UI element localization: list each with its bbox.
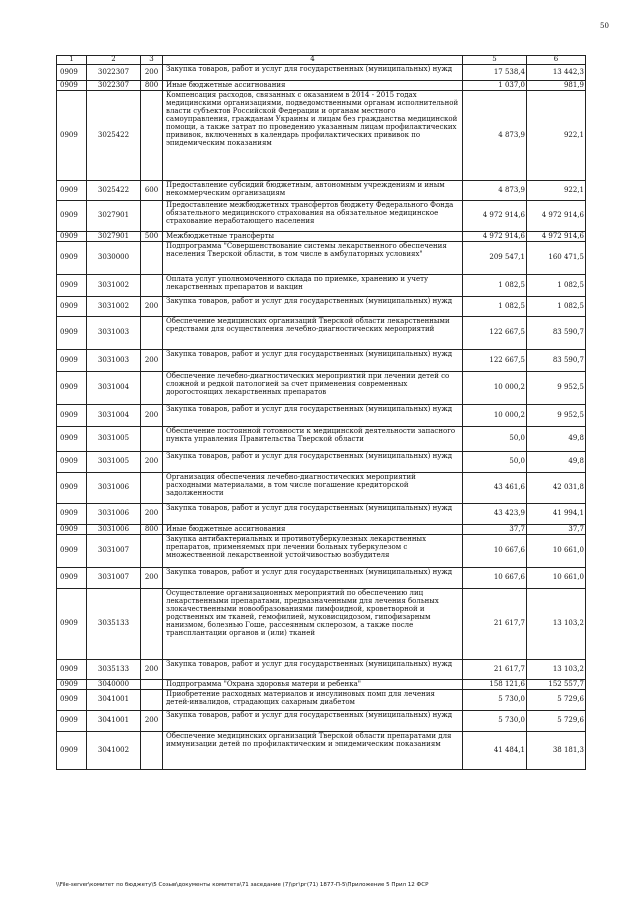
expense-type-cell (141, 91, 163, 181)
target-code-cell: 3031007 (87, 535, 141, 568)
amount-planned-cell: 50,0 (463, 427, 527, 452)
amount-planned-cell: 43 423,9 (463, 504, 527, 525)
amount-planned-cell: 10 667,6 (463, 535, 527, 568)
table-row (57, 568, 586, 589)
amount-executed-cell: 42 031,8 (527, 473, 586, 504)
target-code-cell: 3041002 (87, 732, 141, 770)
amount-planned-cell: 209 547,1 (463, 242, 527, 275)
section-code-cell: 0909 (57, 568, 87, 589)
column-header: 4 (163, 56, 463, 65)
description-cell: Обеспечение лечебно-диагностических мероприятий при лечении детей со сложной и редкой патологией за счет применения современных дорогостоящих лекарственных препаратов (163, 372, 463, 405)
section-code-cell: 0909 (57, 535, 87, 568)
amount-planned-cell: 122 667,5 (463, 317, 527, 350)
expense-type-cell (141, 275, 163, 297)
amount-planned-cell: 10 667,6 (463, 568, 527, 589)
amount-executed-cell: 9 952,5 (527, 405, 586, 427)
table-row (57, 405, 586, 427)
amount-executed-cell: 83 590,7 (527, 350, 586, 372)
target-code-cell: 3031002 (87, 297, 141, 317)
target-code-cell: 3041001 (87, 690, 141, 711)
target-code-cell: 3027901 (87, 232, 141, 242)
amount-planned-cell: 37,7 (463, 525, 527, 535)
amount-executed-cell: 13 442,3 (527, 65, 586, 81)
table-row (57, 317, 586, 350)
expense-type-cell: 600 (141, 181, 163, 201)
amount-executed-cell: 10 661,0 (527, 535, 586, 568)
table-row (57, 91, 586, 181)
expense-type-cell: 800 (141, 525, 163, 535)
amount-executed-cell: 160 471,5 (527, 242, 586, 275)
table-row (57, 589, 586, 660)
section-code-cell: 0909 (57, 350, 87, 372)
table-row (57, 660, 586, 680)
amount-planned-cell: 122 667,5 (463, 350, 527, 372)
target-code-cell: 3031003 (87, 350, 141, 372)
amount-executed-cell: 49,8 (527, 452, 586, 473)
target-code-cell: 3025422 (87, 181, 141, 201)
expense-type-cell (141, 732, 163, 770)
amount-executed-cell: 1 082,5 (527, 275, 586, 297)
description-cell: Закупка товаров, работ и услуг для государственных (муниципальных) нужд (163, 350, 463, 372)
target-code-cell: 3031003 (87, 317, 141, 350)
amount-planned-cell: 1 082,5 (463, 297, 527, 317)
target-code-cell: 3031005 (87, 427, 141, 452)
table-header-row (57, 56, 586, 65)
description-cell: Иные бюджетные ассигнования (163, 525, 463, 535)
section-code-cell: 0909 (57, 405, 87, 427)
target-code-cell: 3031006 (87, 473, 141, 504)
amount-executed-cell: 922,1 (527, 181, 586, 201)
expense-type-cell: 500 (141, 232, 163, 242)
section-code-cell: 0909 (57, 181, 87, 201)
section-code-cell: 0909 (57, 232, 87, 242)
expense-type-cell (141, 201, 163, 232)
description-cell: Обеспечение медицинских организаций Тверской области препаратами для иммунизации детей по профилактическим и эпидемическим показаниям (163, 732, 463, 770)
amount-planned-cell: 1 082,5 (463, 275, 527, 297)
amount-executed-cell: 4 972 914,6 (527, 201, 586, 232)
section-code-cell: 0909 (57, 525, 87, 535)
section-code-cell: 0909 (57, 504, 87, 525)
amount-executed-cell: 981,9 (527, 81, 586, 91)
amount-planned-cell: 21 617,7 (463, 589, 527, 660)
description-cell: Закупка товаров, работ и услуг для государственных (муниципальных) нужд (163, 65, 463, 81)
amount-planned-cell: 4 873,9 (463, 91, 527, 181)
description-cell: Обеспечение медицинских организаций Тверской области лекарственными средствами для осуществления лечебно-диагностических мероприятий (163, 317, 463, 350)
expense-type-cell: 200 (141, 452, 163, 473)
section-code-cell: 0909 (57, 427, 87, 452)
target-code-cell: 3030000 (87, 242, 141, 275)
target-code-cell: 3035133 (87, 660, 141, 680)
table-row (57, 181, 586, 201)
target-code-cell: 3031005 (87, 452, 141, 473)
description-cell: Оплата услуг уполномоченного склада по приемке, хранению и учету лекарственных препаратов и вакцин (163, 275, 463, 297)
target-code-cell: 3031004 (87, 405, 141, 427)
description-cell: Приобретение расходных материалов и инсулиновых помп для лечения детей-инвалидов, страдающих сахарным диабетом (163, 690, 463, 711)
column-header: 1 (57, 56, 87, 65)
expense-type-cell (141, 535, 163, 568)
target-code-cell: 3031002 (87, 275, 141, 297)
target-code-cell: 3022307 (87, 65, 141, 81)
section-code-cell: 0909 (57, 711, 87, 732)
amount-planned-cell: 4 873,9 (463, 181, 527, 201)
expense-type-cell: 200 (141, 405, 163, 427)
target-code-cell: 3022307 (87, 81, 141, 91)
target-code-cell: 3041001 (87, 711, 141, 732)
description-cell: Закупка товаров, работ и услуг для государственных (муниципальных) нужд (163, 405, 463, 427)
table-row (57, 680, 586, 690)
section-code-cell: 0909 (57, 690, 87, 711)
table-row (57, 201, 586, 232)
section-code-cell: 0909 (57, 65, 87, 81)
table-body (57, 65, 586, 770)
amount-planned-cell: 43 461,6 (463, 473, 527, 504)
table-row (57, 452, 586, 473)
table-row (57, 297, 586, 317)
expense-type-cell: 200 (141, 711, 163, 732)
amount-executed-cell: 37,7 (527, 525, 586, 535)
target-code-cell: 3027901 (87, 201, 141, 232)
amount-planned-cell: 5 730,0 (463, 690, 527, 711)
amount-planned-cell: 4 972 914,6 (463, 201, 527, 232)
amount-executed-cell: 83 590,7 (527, 317, 586, 350)
table-row (57, 690, 586, 711)
amount-executed-cell: 4 972 914,6 (527, 232, 586, 242)
target-code-cell: 3025422 (87, 91, 141, 181)
amount-executed-cell: 152 557,7 (527, 680, 586, 690)
amount-planned-cell: 21 617,7 (463, 660, 527, 680)
table-row (57, 372, 586, 405)
amount-executed-cell: 5 729,6 (527, 690, 586, 711)
expense-type-cell (141, 589, 163, 660)
section-code-cell: 0909 (57, 297, 87, 317)
table-row (57, 275, 586, 297)
expense-type-cell: 200 (141, 65, 163, 81)
amount-executed-cell: 9 952,5 (527, 372, 586, 405)
amount-executed-cell: 1 082,5 (527, 297, 586, 317)
expense-type-cell (141, 690, 163, 711)
target-code-cell: 3031004 (87, 372, 141, 405)
section-code-cell: 0909 (57, 589, 87, 660)
expense-type-cell (141, 317, 163, 350)
expense-type-cell: 200 (141, 568, 163, 589)
page-number: 50 (600, 22, 609, 30)
expense-type-cell (141, 242, 163, 275)
amount-planned-cell: 10 000,2 (463, 405, 527, 427)
table-row (57, 242, 586, 275)
table-row (57, 232, 586, 242)
amount-executed-cell: 13 103,2 (527, 589, 586, 660)
section-code-cell: 0909 (57, 81, 87, 91)
expense-type-cell (141, 680, 163, 690)
amount-planned-cell: 50,0 (463, 452, 527, 473)
amount-planned-cell: 5 730,0 (463, 711, 527, 732)
target-code-cell: 3031006 (87, 504, 141, 525)
description-cell: Закупка товаров, работ и услуг для государственных (муниципальных) нужд (163, 711, 463, 732)
section-code-cell: 0909 (57, 732, 87, 770)
section-code-cell: 0909 (57, 91, 87, 181)
section-code-cell: 0909 (57, 452, 87, 473)
expense-type-cell: 200 (141, 660, 163, 680)
amount-planned-cell: 41 484,1 (463, 732, 527, 770)
amount-executed-cell: 41 994,1 (527, 504, 586, 525)
table-row (57, 81, 586, 91)
section-code-cell: 0909 (57, 242, 87, 275)
column-header: 2 (87, 56, 141, 65)
column-header: 3 (141, 56, 163, 65)
description-cell: Закупка антибактериальных и противотуберкулезных лекарственных препаратов, применяемых при лечении больных туберкулезом с множественной лекарственной устойчивостью возбудителя (163, 535, 463, 568)
expense-type-cell: 200 (141, 504, 163, 525)
expense-type-cell (141, 427, 163, 452)
section-code-cell: 0909 (57, 680, 87, 690)
table-row (57, 504, 586, 525)
table-row (57, 732, 586, 770)
table-row (57, 535, 586, 568)
budget-table (56, 55, 586, 770)
file-path-footer: \\File-server\комитет по бюджету\5 Созыв\документы комитета\71 заседание (7)\рг\рг(71) 1877-П-5\Приложение 5 Прил 12 ФСР (56, 882, 429, 888)
section-code-cell: 0909 (57, 660, 87, 680)
amount-planned-cell: 4 972 914,6 (463, 232, 527, 242)
section-code-cell: 0909 (57, 201, 87, 232)
amount-executed-cell: 922,1 (527, 91, 586, 181)
description-cell: Осуществление организационных мероприятий по обеспечению лиц лекарственными препаратами, предназначенными для лечения больных злокачественными новообразованиями лимфоидной, кроветворной и родственных им тканей, гемофилией, муковисцидозом, гипофизарным нанизмом, болезнью Гоше, рассеянным склерозом, а также после трансплантации органов и (или) тканей (163, 589, 463, 660)
description-cell: Иные бюджетные ассигнования (163, 81, 463, 91)
amount-planned-cell: 10 000,2 (463, 372, 527, 405)
amount-executed-cell: 49,8 (527, 427, 586, 452)
column-header: 6 (527, 56, 586, 65)
amount-executed-cell: 13 103,2 (527, 660, 586, 680)
column-header: 5 (463, 56, 527, 65)
description-cell: Предоставление субсидий бюджетным, автономным учреждениям и иным некоммерческим организациям (163, 181, 463, 201)
target-code-cell: 3040000 (87, 680, 141, 690)
section-code-cell: 0909 (57, 372, 87, 405)
table-row (57, 427, 586, 452)
expense-type-cell: 800 (141, 81, 163, 91)
expense-type-cell (141, 473, 163, 504)
target-code-cell: 3031007 (87, 568, 141, 589)
description-cell: Подпрограмма "Совершенствование системы лекарственного обеспечения населения Тверской области, в том числе в амбулаторных условиях" (163, 242, 463, 275)
target-code-cell: 3035133 (87, 589, 141, 660)
section-code-cell: 0909 (57, 275, 87, 297)
description-cell: Межбюджетные трансферты (163, 232, 463, 242)
table-row (57, 711, 586, 732)
description-cell: Подпрограмма "Охрана здоровья матери и ребенка" (163, 680, 463, 690)
expense-type-cell: 200 (141, 350, 163, 372)
amount-planned-cell: 158 121,6 (463, 680, 527, 690)
description-cell: Закупка товаров, работ и услуг для государственных (муниципальных) нужд (163, 504, 463, 525)
description-cell: Закупка товаров, работ и услуг для государственных (муниципальных) нужд (163, 452, 463, 473)
section-code-cell: 0909 (57, 317, 87, 350)
target-code-cell: 3031006 (87, 525, 141, 535)
description-cell: Организация обеспечения лечебно-диагностических мероприятий расходными материалами, в том числе погашение кредиторской задолженности (163, 473, 463, 504)
description-cell: Компенсация расходов, связанных с оказанием в 2014 - 2015 годах медицинскими организациями, подведомственными органам исполнительной власти субъектов Российской Федерации и органам местного самоуправления, гражданам Украины и лицам без гражданства медицинской помощи, а также затрат по проведению указанным лицам профилактических прививок, включенных в календарь профилактических прививок по эпидемическим показаниям (163, 91, 463, 181)
table-row (57, 473, 586, 504)
table-row (57, 525, 586, 535)
table-row (57, 350, 586, 372)
description-cell: Закупка товаров, работ и услуг для государственных (муниципальных) нужд (163, 660, 463, 680)
description-cell: Закупка товаров, работ и услуг для государственных (муниципальных) нужд (163, 297, 463, 317)
description-cell: Закупка товаров, работ и услуг для государственных (муниципальных) нужд (163, 568, 463, 589)
amount-executed-cell: 38 181,3 (527, 732, 586, 770)
amount-executed-cell: 5 729,6 (527, 711, 586, 732)
amount-planned-cell: 1 037,0 (463, 81, 527, 91)
description-cell: Обеспечение постоянной готовности к медицинской деятельности запасного пункта управления Правительства Тверской области (163, 427, 463, 452)
expense-type-cell: 200 (141, 297, 163, 317)
expense-type-cell (141, 372, 163, 405)
amount-executed-cell: 10 661,0 (527, 568, 586, 589)
section-code-cell: 0909 (57, 473, 87, 504)
table-row (57, 65, 586, 81)
description-cell: Предоставление межбюджетных трансфертов бюджету Федерального Фонда обязательного медицинского страхования на обязательное медицинское страхование неработающего населения (163, 201, 463, 232)
amount-planned-cell: 17 538,4 (463, 65, 527, 81)
